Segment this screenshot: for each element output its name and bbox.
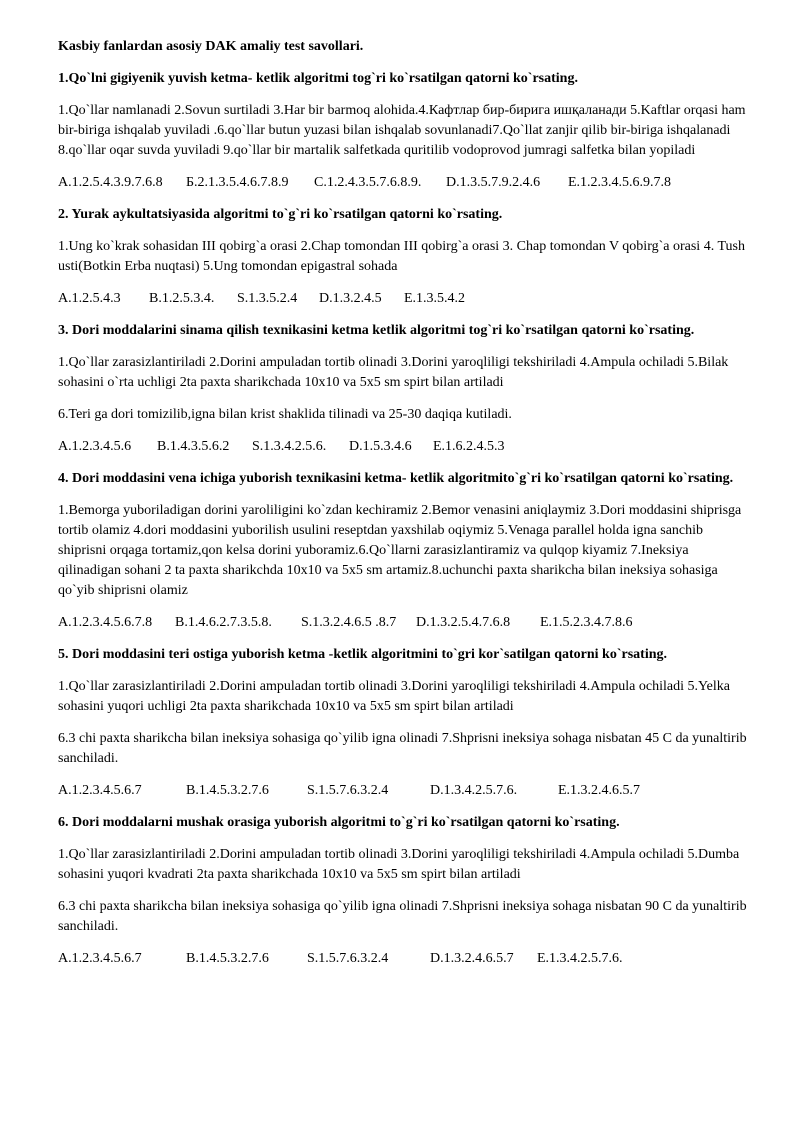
answer-option-c: C.1.2.4.3.5.7.6.8.9. [314,175,422,190]
answer-option-c: S.1.5.7.6.3.2.4 [307,783,389,798]
answer-option-b: B.1.4.3.5.6.2 [157,439,230,454]
answer-options [58,613,748,633]
answer-option-e: E.1.6.2.4.5.3 [433,439,505,454]
answer-option-b: B.1.4.6.2.7.3.5.8. [175,615,272,630]
question-text: 1.Bemorga yuboriladigan dorini yaroliligini ko`zdan kechiramiz 2.Bemor venasini aniqlaymiz 3.Dori moddasini shiprisga tortib olamiz 4.dori moddasini yuborilish usulini reseptdan yaxshilab oqiymiz 5.Venaga parallel holda igna sanchib shiprisni orqaga tortamiz,qon kelsa dorini yuboramiz.6.Qo`llarni zarasizlantiramiz va qulqop kiyamiz 7.Ineksiya qilinadigan sohani 2 ta paxta sharikchda 10x10 va 5x5 sm artamiz.8.uchunchi paxta sharikcha bilan ineksiya sohasiga qo`yib shiprisni olamiz [58,503,742,598]
answer-options [58,437,748,457]
question-title: 2. Yurak aykultatsiyasida algoritmi to`g`ri ko`rsatilgan qatorni ko`rsating. [58,207,503,222]
answer-option-d: D.1.3.4.2.5.7.6. [430,783,518,798]
question-text: 6.Teri ga dori tomizilib,igna bilan krist shaklida tilinadi va 25-30 daqiqa kutiladi. [58,407,512,422]
answer-option-a: A.1.2.5.4.3.9.7.6.8 [58,175,163,190]
answer-option-e: E.1.2.3.4.5.6.9.7.8 [568,175,672,190]
question-text: 1.Ung ko`krak sohasidan III qobirg`a orasi 2.Chap tomondan III qobirg`a orasi 3. Chap tomondan V qobirg`a orasi 4. Tush usti(Botkin Erba nuqtasi) 5.Ung tomondan epigastral sohada [58,239,745,274]
question-5 [58,645,748,801]
answer-options [58,781,748,801]
question-title: 5. Dori moddasini teri ostiga yuborish ketma -ketlik algoritmini to`gri kor`satilgan qatorni ko`rsating. [58,647,667,662]
answer-option-b: B.1.4.5.3.2.7.6 [186,783,269,798]
answer-option-b: Б.2.1.3.5.4.6.7.8.9 [186,175,289,190]
answer-option-d: D.1.3.2.4.6.5.7 [430,951,514,966]
answer-option-a: A.1.2.3.4.5.6.7 [58,783,142,798]
answer-option-e: E.1.5.2.3.4.7.8.6 [540,615,633,630]
answer-options [58,949,748,969]
question-title: 3. Dori moddalarini sinama qilish texnikasini ketma ketlik algoritmi tog`ri ko`rsatilgan qatorni ko`rsating. [58,323,695,338]
answer-option-a: A.1.2.5.4.3 [58,291,121,306]
answer-option-a: A.1.2.3.4.5.6 [58,439,132,454]
answer-option-e: E.1.3.4.2.5.7.6. [537,951,623,966]
answer-option-b: B.1.4.5.3.2.7.6 [186,951,269,966]
answer-option-d: D.1.5.3.4.6 [349,439,412,454]
answer-option-b: B.1.2.5.3.4. [149,291,215,306]
question-text: 1.Qo`llar namlanadi 2.Sovun surtiladi 3.Har bir barmoq alohida.4.Кафтлар бир-бирига ишқаланади 5.Kaftlar orqasi ham bir-biriga ishqalab yuviladi .6.qo`llar butun yuzasi bilan ishqalab sovunlanadi7.Qo`llat zanjir qilib bir-biriga ishqalanadi 8.qo`llar oqar suvda yuviladi 9.qo`llar bir martalik salfetkada quritilib vodoprovod jumragi salfetka bilan yopiladi [58,103,746,158]
answer-option-a: A.1.2.3.4.5.6.7.8 [58,615,153,630]
question-title: 4. Dori moddasini vena ichiga yuborish texnikasini ketma- ketlik algoritmito`g`ri ko`rsatilgan qatorni ko`rsating. [58,471,734,486]
question-text: 1.Qo`llar zarasizlantiriladi 2.Dorini ampuladan tortib olinadi 3.Dorini yaroqliligi tekshiriladi 4.Ampula ochiladi 5.Dumba sohasini yuqori kvadrati 2ta paxta sharikchada 10x10 va 5x5 sm spirt bilan artiladi [58,847,740,882]
answer-option-a: A.1.2.3.4.5.6.7 [58,951,142,966]
answer-option-d: D.1.3.2.4.5 [319,291,382,306]
question-4 [58,469,748,633]
answer-option-c: S.1.3.4.2.5.6. [252,439,327,454]
question-text: 1.Qo`llar zarasizlantiriladi 2.Dorini ampuladan tortib olinadi 3.Dorini yaroqliligi tekshiriladi 4.Ampula ochiladi 5.Yelka sohasini yuqori uchligi 2ta paxta sharikchada 10x10 va 5x5 sm spirt bilan artiladi [58,679,730,714]
answer-option-d: D.1.3.2.5.4.7.6.8 [416,615,511,630]
answer-options [58,173,748,193]
answer-option-e: E.1.3.5.4.2 [404,291,466,306]
question-text: 6.3 chi paxta sharikcha bilan ineksiya sohasiga qo`yilib igna olinadi 7.Shprisni ineksiya sohaga nisbatan 45 C da yunaltirib sanchiladi. [58,731,747,766]
answer-options [58,289,748,309]
question-1 [58,69,748,193]
answer-option-d: D.1.3.5.7.9.2.4.6 [446,175,541,190]
question-text: 1.Qo`llar zarasizlantiriladi 2.Dorini ampuladan tortib olinadi 3.Dorini yaroqliligi tekshiriladi 4.Ampula ochiladi 5.Bilak sohasini o`rta uchligi 2ta paxta sharikchada 10x10 va 5x5 sm spirt bilan artiladi [58,355,729,390]
document-body [58,37,748,981]
question-text: 6.3 chi paxta sharikcha bilan ineksiya sohasiga qo`yilib igna olinadi 7.Shprisni ineksiya sohaga nisbatan 90 C da yunaltirib sanchiladi. [58,899,747,934]
question-2 [58,205,748,309]
question-title: 1.Qo`lni gigiyenik yuvish ketma- ketlik algoritmi tog`ri ko`rsatilgan qatorni ko`rsating. [58,71,578,86]
answer-option-c: S.1.3.2.4.6.5 .8.7 [301,615,397,630]
answer-option-c: S.1.3.5.2.4 [237,291,298,306]
question-3 [58,321,748,457]
question-6 [58,813,748,969]
document-title: Kasbiy fanlardan asosiy DAK amaliy test savollari. [58,39,364,54]
question-title: 6. Dori moddalarni mushak orasiga yuborish algoritmi to`g`ri ko`rsatilgan qatorni ko`rsating. [58,815,620,830]
answer-option-c: S.1.5.7.6.3.2.4 [307,951,389,966]
answer-option-e: E.1.3.2.4.6.5.7 [558,783,641,798]
